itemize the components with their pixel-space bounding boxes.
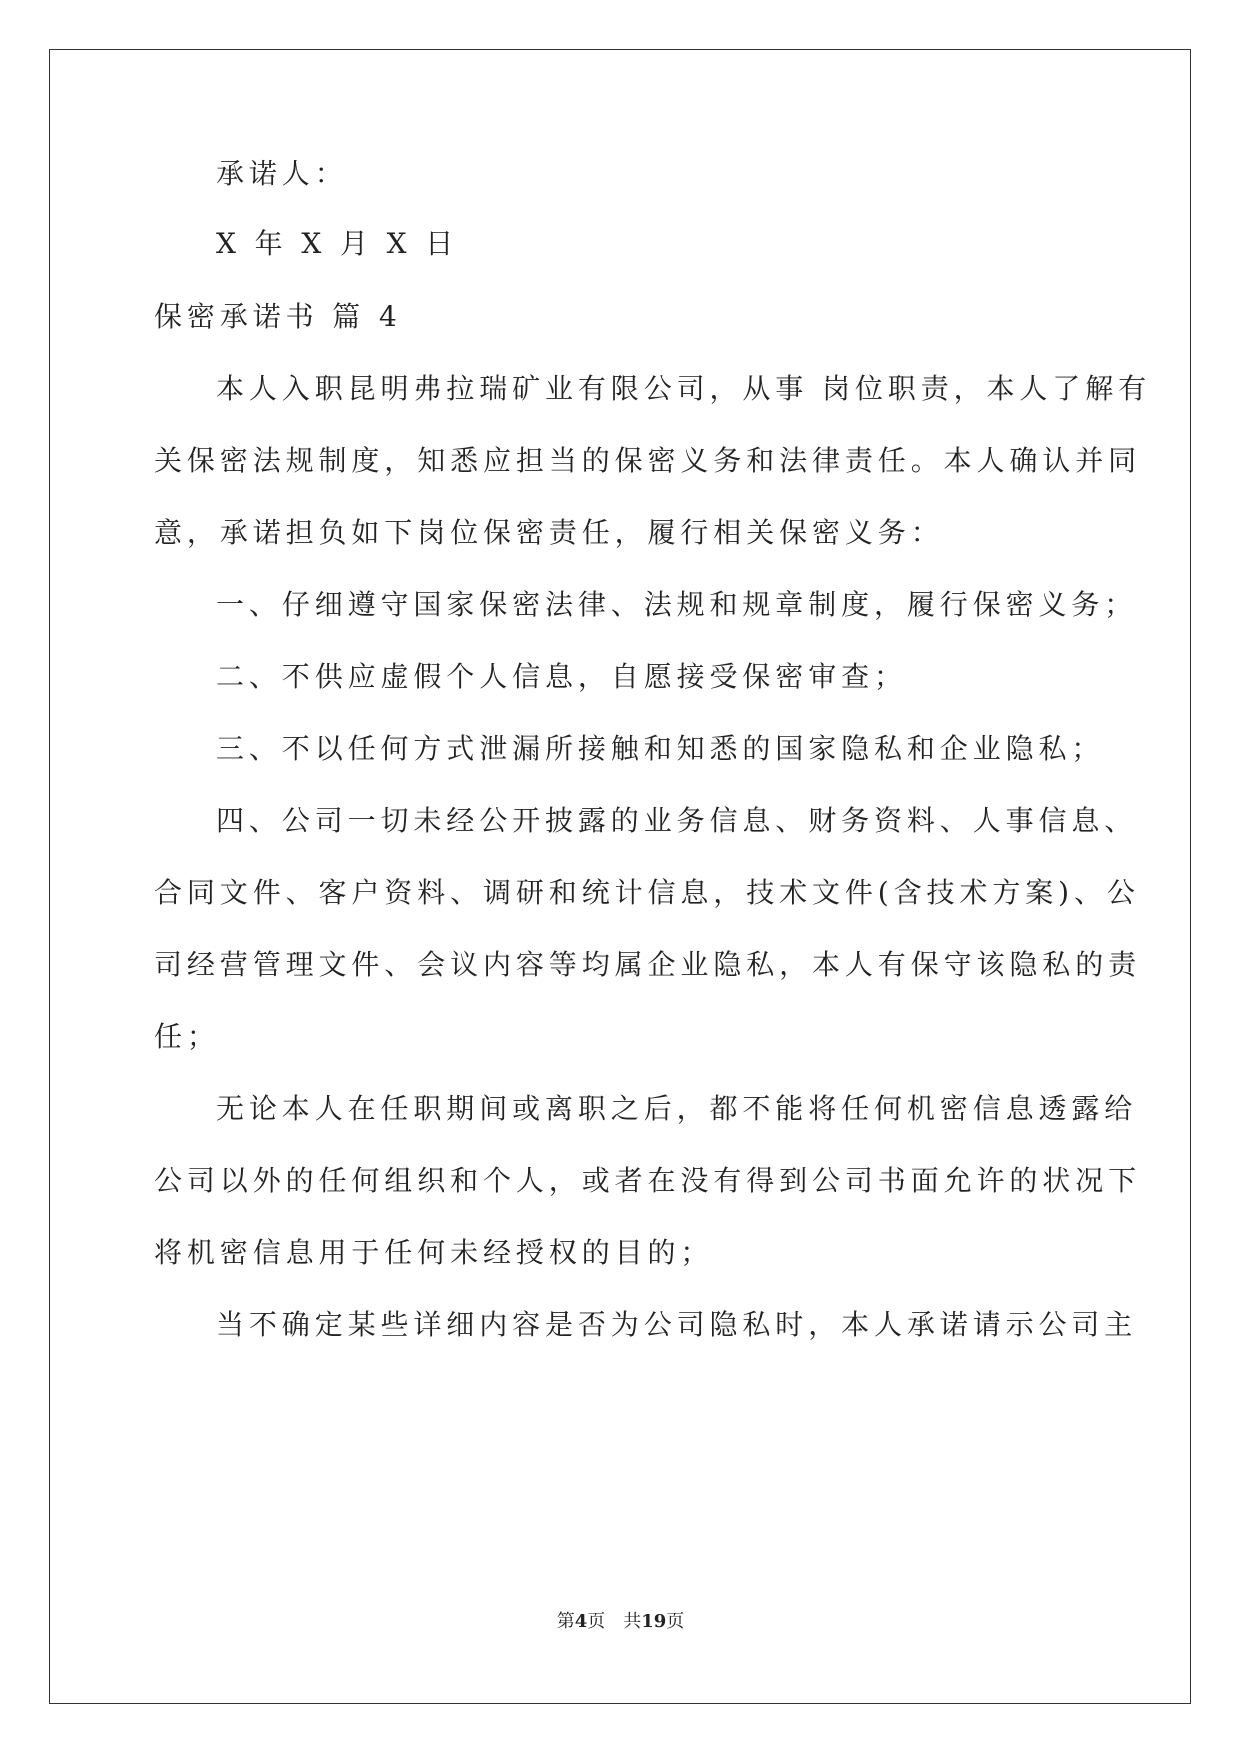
signature-date: X 年 X 月 X 日 xyxy=(216,227,459,260)
paragraph-line: 无论本人在任职期间或离职之后，都不能将任何机密信息透露给 xyxy=(216,1092,1138,1125)
paragraph-line: 当不确定某些详细内容是否为公司隐私时，本人承诺请示公司主 xyxy=(216,1308,1138,1341)
paragraph-line: 三、不以任何方式泄漏所接触和知悉的国家隐私和企业隐私； xyxy=(216,732,1105,765)
paragraph-line: 一、仔细遵守国家保密法律、法规和规章制度，履行保密义务； xyxy=(216,588,1138,621)
page-prefix: 第 xyxy=(556,1611,575,1632)
paragraph-line: 本人入职昆明弗拉瑞矿业有限公司，从事 岗位职责，本人了解有 xyxy=(216,372,1152,405)
paragraph-line: 公司以外的任何组织和个人，或者在没有得到公司书面允许的状况下 xyxy=(154,1164,1142,1197)
page-suffix: 页 xyxy=(587,1611,606,1632)
paragraph-line: 任； xyxy=(154,1020,220,1053)
section-heading: 保密承诺书 篇 4 xyxy=(154,300,402,333)
paragraph-line: 司经营管理文件、会议内容等均属企业隐私，本人有保守该隐私的责 xyxy=(154,948,1142,981)
total-prefix: 共 xyxy=(623,1611,642,1632)
page-footer xyxy=(0,1610,1241,1634)
paragraph-line: 将机密信息用于任何未经授权的目的； xyxy=(154,1236,714,1269)
page-number: 4 xyxy=(574,1611,588,1632)
paragraph-line: 四、公司一切未经公开披露的业务信息、财务资料、人事信息、 xyxy=(216,804,1138,837)
total-pages: 19 xyxy=(641,1611,667,1632)
paragraph-line: 二、不供应虚假个人信息，自愿接受保密审查； xyxy=(216,660,907,693)
paragraph-line: 关保密法规制度，知悉应担当的保密义务和法律责任。本人确认并同 xyxy=(154,444,1142,477)
total-suffix: 页 xyxy=(666,1611,685,1632)
paragraph-line: 意，承诺担负如下岗位保密责任，履行相关保密义务： xyxy=(154,516,944,549)
paragraph-line: 合同文件、客户资料、调研和统计信息，技术文件(含技术方案)、公 xyxy=(154,876,1140,909)
signature-label: 承诺人： xyxy=(216,157,348,190)
